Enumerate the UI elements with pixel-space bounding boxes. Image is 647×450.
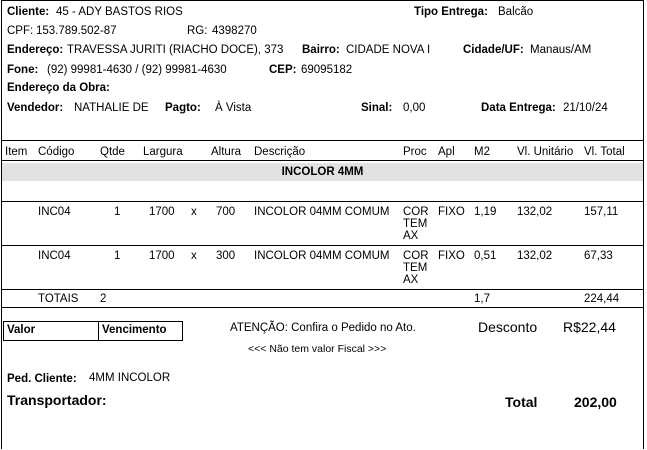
desconto-label: Desconto xyxy=(478,319,538,335)
col-apl: Apl xyxy=(438,146,455,158)
total-value: 202,00 xyxy=(574,394,617,410)
row-descricao: INCOLOR 04MM COMUM xyxy=(254,250,390,262)
col-item: Item xyxy=(5,146,28,158)
row-largura: 1700 xyxy=(149,206,175,218)
row-descricao: INCOLOR 04MM COMUM xyxy=(254,206,390,218)
row-codigo: INC04 xyxy=(38,206,71,218)
cliente-label: Cliente: xyxy=(7,6,50,18)
valor-label: Valor xyxy=(7,324,36,336)
tipo-entrega-label: Tipo Entrega: xyxy=(414,6,488,18)
col-proc: Proc xyxy=(403,146,427,158)
row-divider xyxy=(1,201,644,202)
section-title: INCOLOR 4MM xyxy=(281,166,364,178)
endereco-label: Endereço: xyxy=(7,44,64,56)
row-largura: 1700 xyxy=(149,250,175,262)
col-m2: M2 xyxy=(474,146,490,158)
pagto-value: À Vista xyxy=(215,102,252,114)
data-entrega-value: 21/10/24 xyxy=(563,102,608,114)
row-x: x xyxy=(191,250,197,262)
section-header xyxy=(2,163,643,181)
ped-cliente-value: 4MM INCOLOR xyxy=(89,372,171,384)
row-altura: 300 xyxy=(216,250,236,262)
row-m2: 0,51 xyxy=(474,250,497,262)
bairro-value: CIDADE NOVA I xyxy=(346,44,431,56)
row-altura: 700 xyxy=(216,206,236,218)
row-qtde: 1 xyxy=(114,250,121,262)
col-qtde: Qtde xyxy=(100,146,125,158)
bairro-label: Bairro: xyxy=(302,44,340,56)
endereco-value: TRAVESSA JURITI (RIACHO DOCE), 373 xyxy=(67,44,284,56)
row-total: 67,33 xyxy=(584,250,613,262)
sinal-value: 0,00 xyxy=(403,102,426,114)
endereco-obra-label: Endereço da Obra: xyxy=(7,82,110,94)
cep-value: 69095182 xyxy=(301,64,353,76)
sinal-label: Sinal: xyxy=(361,102,393,114)
cliente-value: 45 - ADY BASTOS RIOS xyxy=(56,6,183,18)
row-total: 157,11 xyxy=(584,206,619,218)
col-vl-total: Vl. Total xyxy=(584,146,625,158)
totals-label: TOTAIS xyxy=(38,293,79,305)
vencimento-label: Vencimento xyxy=(102,324,167,336)
row-apl: FIXO xyxy=(438,250,465,262)
atencao-text: ATENÇÃO: Confira o Pedido no Ato. xyxy=(230,322,416,334)
totals-value: 224,44 xyxy=(584,293,620,305)
row-qtde: 1 xyxy=(114,206,121,218)
rg-label: RG: xyxy=(187,25,208,37)
table-top-border xyxy=(1,140,644,141)
vencimento-box xyxy=(98,321,183,341)
cpf-label: CPF: xyxy=(7,25,34,37)
row-x: x xyxy=(191,206,197,218)
cidade-value: Manaus/AM xyxy=(530,44,592,56)
fone-value: (92) 99981-4630 / (92) 99981-4630 xyxy=(47,64,227,76)
col-largura: Largura xyxy=(143,146,183,158)
desconto-value: R$22,44 xyxy=(563,319,616,335)
vendedor-value: NATHALIE DE xyxy=(74,102,149,114)
totals-m2: 1,7 xyxy=(474,293,490,305)
transportador-label: Transportador: xyxy=(7,392,107,408)
row-unit: 132,02 xyxy=(517,250,553,262)
fiscal-text: <<< Não tem valor Fiscal >>> xyxy=(248,343,387,355)
fone-label: Fone: xyxy=(7,64,39,76)
row-proc: COR TEM AX xyxy=(403,206,429,242)
data-entrega-label: Data Entrega: xyxy=(481,102,556,114)
row-proc: COR TEM AX xyxy=(403,250,429,286)
valor-box xyxy=(3,321,99,341)
row-codigo: INC04 xyxy=(38,250,71,262)
row-apl: FIXO xyxy=(438,206,465,218)
rg-value: 4398270 xyxy=(212,25,257,37)
col-altura: Altura xyxy=(211,146,242,158)
col-vl-unitario: Vl. Unitário xyxy=(517,146,574,158)
header-divider xyxy=(1,160,644,161)
col-descricao: Descrição xyxy=(254,146,306,158)
ped-cliente-label: Ped. Cliente: xyxy=(7,373,77,385)
totals-divider xyxy=(1,307,644,308)
vendedor-label: Vendedor: xyxy=(7,102,64,114)
row-unit: 132,02 xyxy=(517,206,553,218)
row-divider xyxy=(1,289,644,290)
pagto-label: Pagto: xyxy=(165,102,201,114)
col-codigo: Código xyxy=(38,146,75,158)
row-m2: 1,19 xyxy=(474,206,497,218)
totals-qtde: 2 xyxy=(100,293,107,305)
row-divider xyxy=(1,245,644,246)
cidade-label: Cidade/UF: xyxy=(463,44,524,56)
cep-label: CEP: xyxy=(269,64,297,76)
total-label: Total xyxy=(505,394,538,410)
tipo-entrega-value: Balcão xyxy=(498,6,534,18)
cpf-value: 153.789.502-87 xyxy=(36,25,117,37)
